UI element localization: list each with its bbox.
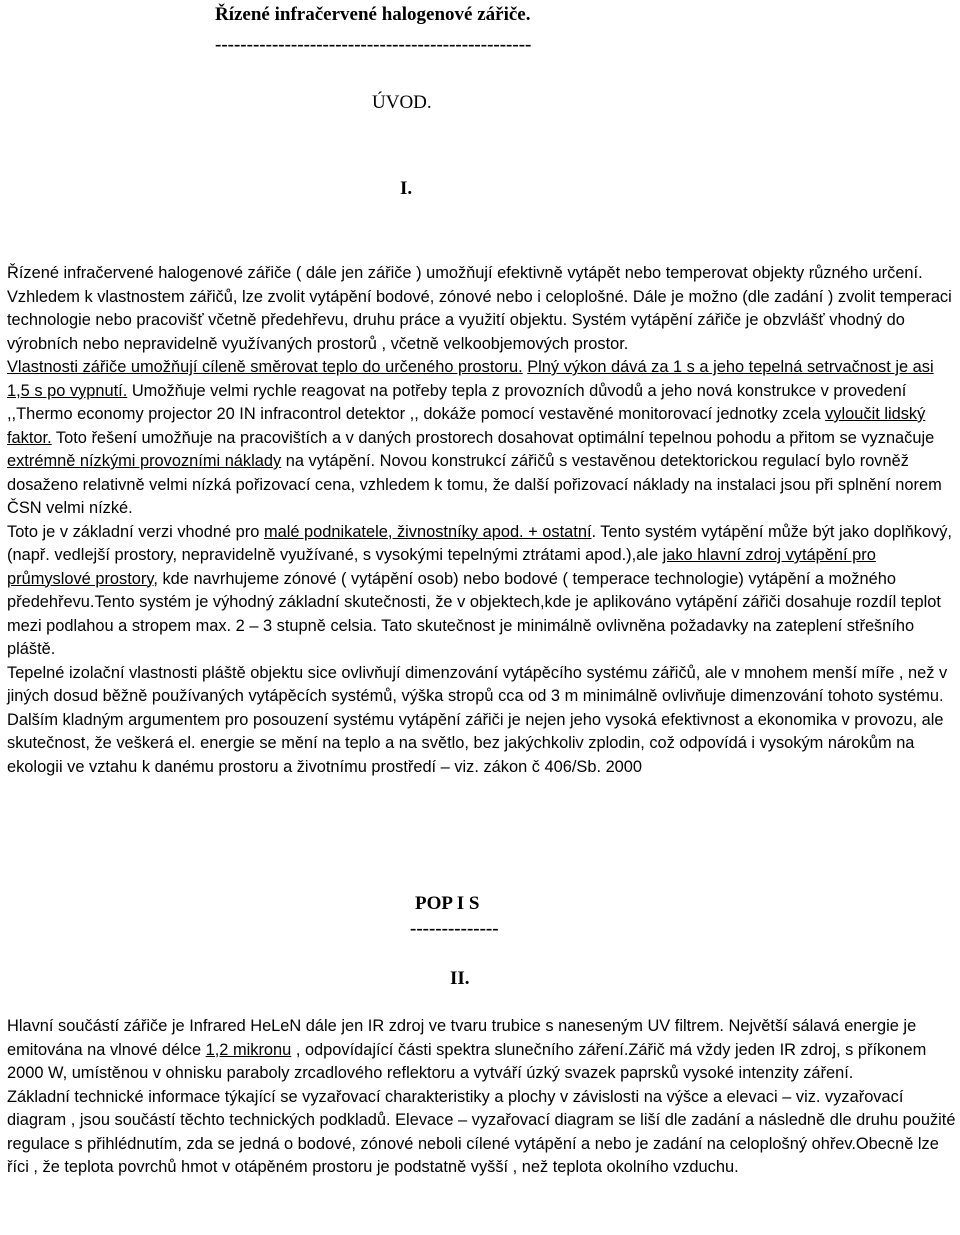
popis-number: II. (450, 968, 470, 989)
intro-number: I. (400, 178, 413, 199)
underlined-phrase: vyloučit lidský faktor. (7, 405, 926, 447)
popis-section (7, 1015, 957, 1180)
text-run: Toto je v základní verzi vhodné pro (7, 522, 264, 541)
document-title: Řízené infračervené halogenové zářiče. (215, 4, 531, 25)
underlined-phrase: malé podnikatele, živnostníky apod. + ostatní (263, 522, 592, 541)
intro-heading: ÚVOD. (372, 92, 432, 113)
text-run: , odpovídající části spektra slunečního záření.Zářič má vždy jeden IR zdroj, s příkonem 2000 W, umístěnou v ohnisku paraboly zrcadlového reflektoru a vytváří úzký svazek paprsků vysoké intenzity záření. (7, 1040, 927, 1082)
text-run: kde navrhujeme zónové ( vytápění osob) nebo bodové ( temperace technologie) vytápění a možného předehřevu.Tento systém je výhodný základní skutečnosti, že v objektech,kde je aplikováno vytápění zářiči dosahuje rozdíl teplot mezi podlahou a stropem max. 2 – 3 stupně celsia. Tato skutečnost je minimálně ovlivněna požadavky na zateplení střešního pláště. (7, 569, 941, 658)
intro-section (7, 262, 957, 779)
underlined-phrase: Vlastnosti zářiče umožňují cíleně směrovat teplo do určeného prostoru. (7, 358, 523, 376)
popis-paragraph: Základní technické informace týkající se vyzařovací charakteristiky a plochy v závislosti na výšce a elevaci – viz. vyzařovací diagram , jsou součástí těchto technických podkladů. Elevace – vyzařovací diagram se liší dle zadání a následně dle druhu použité regulace s přihlédnutím, zda se jedná o bodové, zónové neboli cílené vytápění a nebo je zadání na celoplošný ohřev.Obecně lze říci , že teplota povrchů hmot v otápěném prostoru je podstatně vyšší , než teplota okolního vzduchu. (7, 1087, 956, 1176)
text-run: Toto řešení umožňuje na pracovištích a v daných prostorech dosahovat optimální tepelnou pohodu a přitom se vyznačuje (51, 428, 935, 447)
text-run: na vytápění. Novou konstrukcí zářičů s vestavěnou detektorickou regulací bylo rovněž dosaženo relativně velmi nízká pořizovací cena, vzhledem k tomu, že další pořizovací náklady na instalaci jsou při splnění norem ČSN velmi nízké. (7, 452, 942, 517)
underlined-phrase: jako hlavní zdroj vytápění pro průmyslové prostory, (7, 546, 876, 588)
popis-paragraph (7, 1015, 957, 1086)
intro-paragraph: Tepelné izolační vlastnosti pláště objektu sice ovlivňují dimenzování vytápěcího systému zářičů, ale v mnohem menší míře , než v jiných dosud běžně používaných vytápěcích systémů, výška stropů cca od 3 m minimálně ovlivňuje dimenzování tohoto systému. Dalším kladným argumentem pro posouzení systému vytápění zářiči je nejen jeho vysoká efektivnost a ekonomika v provozu, ale skutečnost, že veškerá el. energie se mění na teplo a na světlo, bez jakýchkoliv zplodin, což odpovídá i vysokým nárokům na ekologii ve vztahu k danému prostoru a životnímu prostředí – viz. zákon č 406/Sb. 2000 (7, 663, 948, 776)
intro-paragraph: Řízené infračervené halogenové zářiče ( dále jen zářiče ) umožňují efektivně vytápět nebo temperovat objekty různého určení. Vzhledem k vlastnostem zářičů, lze zvolit vytápění bodové, zónové nebo i celoplošné. Dále je možno (dle zadání ) zvolit temperaci technologie nebo pracovišť včetně předehřevu, druhu práce a využití objektu. Systém vytápění zářiče je obzvlášť vhodný do výrobních nebo nepravidelně využívaných prostorů , včetně velkoobjemových prostor. (7, 264, 952, 353)
underlined-phrase: Plný výkon dává za 1 s a jeho tepelná setrvačnost je asi 1,5 s po vypnutí. (7, 358, 934, 400)
intro-paragraph (7, 356, 957, 521)
underlined-phrase: 1,2 mikronu (205, 1040, 292, 1059)
text-run: Hlavní součástí zářiče je Infrared HeLeN dále jen IR zdroj ve tvaru trubice s naneseným UV filtrem. Největší sálavá energie je emitována na vlnové délce (7, 1017, 917, 1059)
intro-paragraph (7, 521, 957, 662)
text-run: . Tento systém vytápění může být jako doplňkový, (např. vedlejší prostory, nepravidelně využívané, s vysokými tepelnými ztrátami apod.),ale (7, 522, 952, 564)
title-rule: -------------------------------------------------- (215, 34, 532, 55)
popis-rule: -------------- (410, 918, 499, 939)
text-run: Umožňuje velmi rychle reagovat na potřeby tepla z provozních důvodů a jeho nová konstrukce v provedení ,,Thermo economy projector 20 IN infracontrol detektor ,, dokáže pomocí vestavěné monitorovací jednotky zcela (7, 381, 907, 423)
underlined-phrase: extrémně nízkými provozními náklady (7, 452, 282, 470)
popis-heading: POP I S (415, 893, 480, 914)
